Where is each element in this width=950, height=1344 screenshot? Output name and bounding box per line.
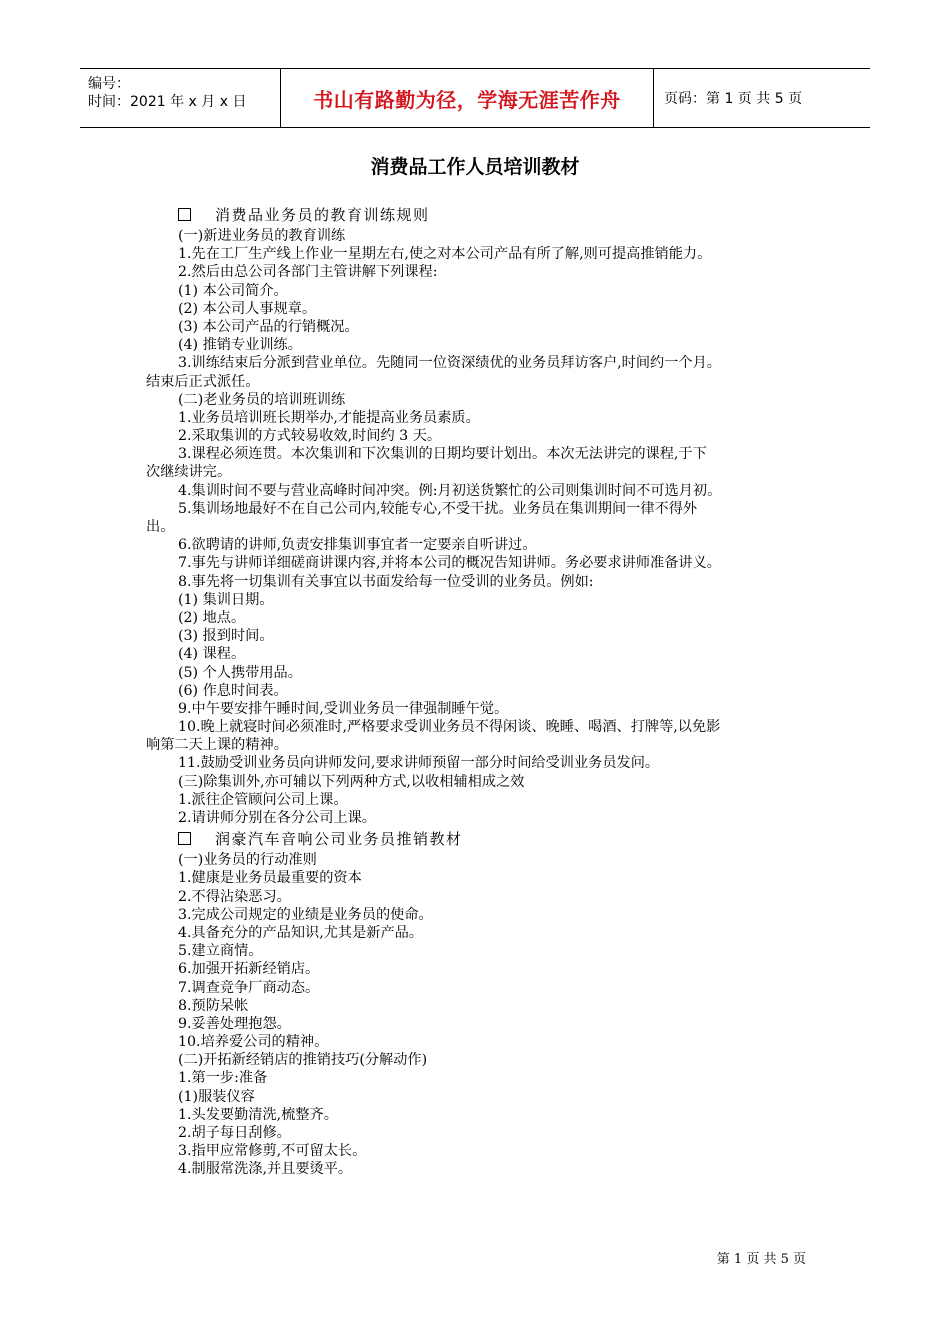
body-line: (二)开拓新经销店的推销技巧(分解动作) <box>178 1052 428 1069</box>
document-body <box>146 203 836 1179</box>
body-line: 次继续讲完。 <box>146 464 232 481</box>
body-line: (2) 本公司人事规章。 <box>178 300 317 317</box>
body-line: 1.第一步:准备 <box>178 1070 268 1087</box>
body-line: (三)除集训外,亦可辅以下列两种方式,以收相辅相成之效 <box>178 773 525 790</box>
body-line: 10.培养爱公司的精神。 <box>178 1034 329 1051</box>
body-line: (一)业务员的行动准则 <box>178 852 317 869</box>
body-line: 3.指甲应常修剪,不可留太长。 <box>178 1143 367 1160</box>
body-line: 结束后正式派任。 <box>146 373 260 390</box>
body-line: 9.妥善处理抱怨。 <box>178 1015 291 1032</box>
section-heading <box>146 827 836 851</box>
body-line: 3.课程必须连贯。本次集训和下次集训的日期均要计划出。本次无法讲完的课程,于下 <box>178 446 707 463</box>
header-motto-cell <box>280 69 654 127</box>
body-line: 9.中午要安排午睡时间,受训业务员一律强制睡午觉。 <box>178 700 509 717</box>
body-line: 1.派往企管顾问公司上课。 <box>178 791 348 808</box>
doc-time-label: 时间：2021 年 x 月 x 日 <box>88 94 247 110</box>
body-line: 7.调查竞争厂商动态。 <box>178 979 320 996</box>
body-line: 响第二天上课的精神。 <box>146 737 288 754</box>
header-motto: 书山有路勤为径，学海无涯苦作舟 <box>313 87 621 112</box>
body-line: (3) 本公司产品的行销概况。 <box>178 318 359 335</box>
body-line: 2.不得沾染恶习。 <box>178 888 291 905</box>
body-line: (5) 个人携带用品。 <box>178 664 302 681</box>
body-line: 8.预防呆帐 <box>178 997 249 1014</box>
body-line: (一)新进业务员的教育训练 <box>178 228 346 244</box>
body-line: 2.请讲师分别在各分公司上课。 <box>178 810 376 826</box>
body-line: 2.胡子每日刮修。 <box>178 1125 291 1141</box>
header-table <box>80 68 870 128</box>
header-page-label: 页码：第 1 页 共 5 页 <box>664 91 803 107</box>
body-line: 4.集训时间不要与营业高峰时间冲突。例:月初送货繁忙的公司则集训时间不可选月初。 <box>178 482 722 499</box>
body-line: (4) 推销专业训练。 <box>178 337 302 354</box>
body-line: (二)老业务员的培训班训练 <box>178 391 346 408</box>
body-line: (4) 课程。 <box>178 646 246 663</box>
doc-number-label: 编号： <box>88 76 130 92</box>
body-line: 5.建立商情。 <box>178 943 263 960</box>
body-line: (1) 本公司简介。 <box>178 282 288 299</box>
checkbox-square-icon <box>178 208 191 221</box>
body-line: 3.完成公司规定的业绩是业务员的使命。 <box>178 906 433 923</box>
body-line: 2.然后由总公司各部门主管讲解下列课程: <box>178 264 438 281</box>
section-heading-text: 消费品业务员的教育训练规则 <box>215 206 430 224</box>
body-line: 7.事先与讲师详细磋商讲课内容,并将本公司的概况告知讲师。务必要求讲师准备讲义。 <box>178 555 721 572</box>
body-line: (1) 集训日期。 <box>178 591 274 608</box>
body-line: 出。 <box>146 519 175 535</box>
body-line: 10.晚上就寝时间必须准时,严格要求受训业务员不得闲谈、晚睡、喝酒、打牌等,以免影 <box>178 719 721 736</box>
body-line: (1)服装仪容 <box>178 1088 255 1105</box>
body-line: 1.业务员培训班长期举办,才能提高业务员素质。 <box>178 409 480 426</box>
header-page-cell <box>654 69 870 127</box>
body-line: 2.采取集训的方式较易收效,时间约 3 天。 <box>178 428 442 445</box>
body-line: 1.健康是业务员最重要的资本 <box>178 870 362 887</box>
document-title: 消费品工作人员培训教材 <box>370 156 580 178</box>
checkbox-square-icon <box>178 832 191 845</box>
body-line: 5.集训场地最好不在自己公司内,较能专心,不受干扰。业务员在集训期间一律不得外 <box>178 500 698 517</box>
body-line: 1.先在工厂生产线上作业一星期左右,使之对本公司产品有所了解,则可提高推销能力。 <box>178 246 712 263</box>
body-line: (3) 报到时间。 <box>178 628 274 645</box>
body-line: 8.事先将一切集训有关事宜以书面发给每一位受训的业务员。例如: <box>178 573 594 590</box>
body-line: 6.欲聘请的讲师,负责安排集训事宜者一定要亲自听讲过。 <box>178 537 537 554</box>
section-heading <box>146 203 836 227</box>
body-line: 1.头发要勤清洗,梳整齐。 <box>178 1106 338 1123</box>
body-line: (2) 地点。 <box>178 609 246 626</box>
body-line: 4.具备充分的产品知识,尤其是新产品。 <box>178 924 424 941</box>
body-line: (6) 作息时间表。 <box>178 682 288 699</box>
body-line: 4.制服常洗涤,并且要烫平。 <box>178 1161 353 1178</box>
body-line: 11.鼓励受训业务员向讲师发问,要求讲师预留一部分时间给受训业务员发问。 <box>178 755 660 772</box>
body-line: 3.训练结束后分派到营业单位。先随同一位资深绩优的业务员拜访客户,时间约一个月。 <box>178 355 721 372</box>
body-line: 6.加强开拓新经销店。 <box>178 961 320 978</box>
section-heading-text: 润豪汽车音响公司业务员推销教材 <box>215 830 463 849</box>
page-footer: 第 1 页 共 5 页 <box>716 1252 806 1267</box>
header-left-cell <box>80 69 280 127</box>
